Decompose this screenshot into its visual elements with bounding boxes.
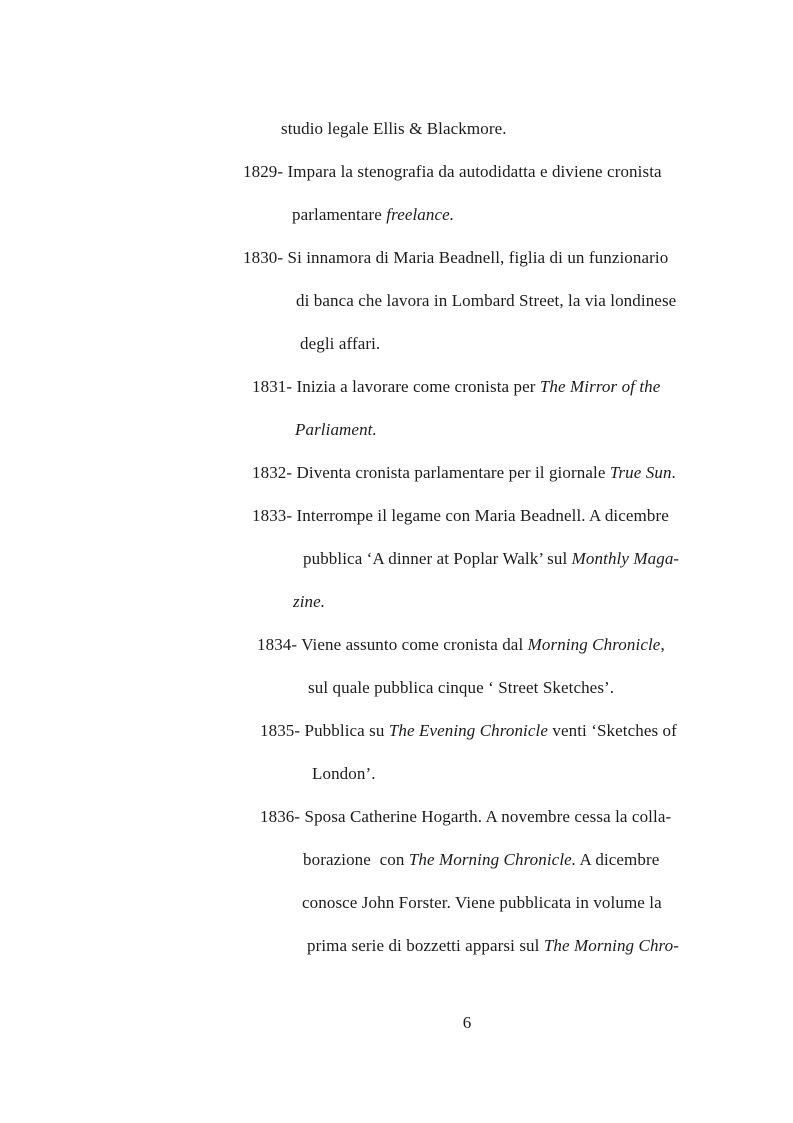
text-line [0, 494, 793, 537]
text-line [0, 193, 793, 236]
text-segment: prima serie di bozzetti apparsi sul [307, 936, 544, 955]
text-line [0, 709, 793, 752]
text-segment: pubblica ‘A dinner at Poplar Walk’ sul [303, 549, 572, 568]
text-segment: parlamentare [292, 205, 387, 224]
text-segment: , [660, 635, 665, 654]
text-line [0, 838, 793, 881]
text-line [0, 150, 793, 193]
text-line [0, 322, 793, 365]
text-segment: conosce John Forster. Viene pubblicata in volume la [302, 893, 662, 912]
document-body [0, 107, 793, 967]
text-segment: . [671, 463, 676, 482]
italic-text-segment: The Morning Chronicle. [408, 850, 577, 869]
italic-text-segment: freelance. [386, 205, 455, 224]
text-line [0, 107, 793, 150]
text-segment: studio legale Ellis & Blackmore. [281, 119, 507, 138]
text-segment: 1831- Inizia a lavorare come cronista per [252, 377, 540, 396]
text-line [0, 795, 793, 838]
text-segment: 1834- Viene assunto come cronista dal [257, 635, 528, 654]
text-segment: venti ‘Sketches of [548, 721, 677, 740]
italic-text-segment: Monthly Maga- [571, 549, 680, 568]
text-segment: sul quale pubblica cinque ‘ Street Sketches’. [308, 678, 615, 697]
text-line [0, 365, 793, 408]
italic-text-segment: The Morning Chro- [543, 936, 679, 955]
text-line [0, 623, 793, 666]
text-line [0, 752, 793, 795]
text-segment: borazione con [303, 850, 409, 869]
italic-text-segment: True Sun [609, 463, 672, 482]
text-segment: 1836- Sposa Catherine Hogarth. A novembre cessa la colla- [260, 807, 672, 826]
text-line [0, 537, 793, 580]
text-line [0, 408, 793, 451]
text-segment: degli affari. [300, 334, 381, 353]
text-segment: 1830- Si innamora di Maria Beadnell, figlia di un funzionario [243, 248, 669, 267]
italic-text-segment: Parliament. [295, 420, 377, 439]
italic-text-segment: The Evening Chronicle [388, 721, 548, 740]
text-segment: 1832- Diventa cronista parlamentare per il giornale [252, 463, 610, 482]
text-line [0, 451, 793, 494]
text-segment: London’. [312, 764, 376, 783]
italic-text-segment: Morning Chronicle [527, 635, 661, 654]
text-segment: 1833- Interrompe il legame con Maria Beadnell. A dicembre [252, 506, 669, 525]
text-segment: 1835- Pubblica su [260, 721, 389, 740]
italic-text-segment: zine. [293, 592, 326, 611]
text-segment: A dicembre [576, 850, 660, 869]
text-segment: di banca che lavora in Lombard Street, la via londinese [296, 291, 677, 310]
text-line [0, 924, 793, 967]
text-line [0, 580, 793, 623]
page-number: 6 [462, 1013, 472, 1032]
text-segment: 1829- Impara la stenografia da autodidatta e diviene cronista [243, 162, 662, 181]
text-line [0, 881, 793, 924]
text-line [0, 666, 793, 709]
text-line [0, 279, 793, 322]
italic-text-segment: The Mirror of the [539, 377, 661, 396]
text-line [0, 236, 793, 279]
